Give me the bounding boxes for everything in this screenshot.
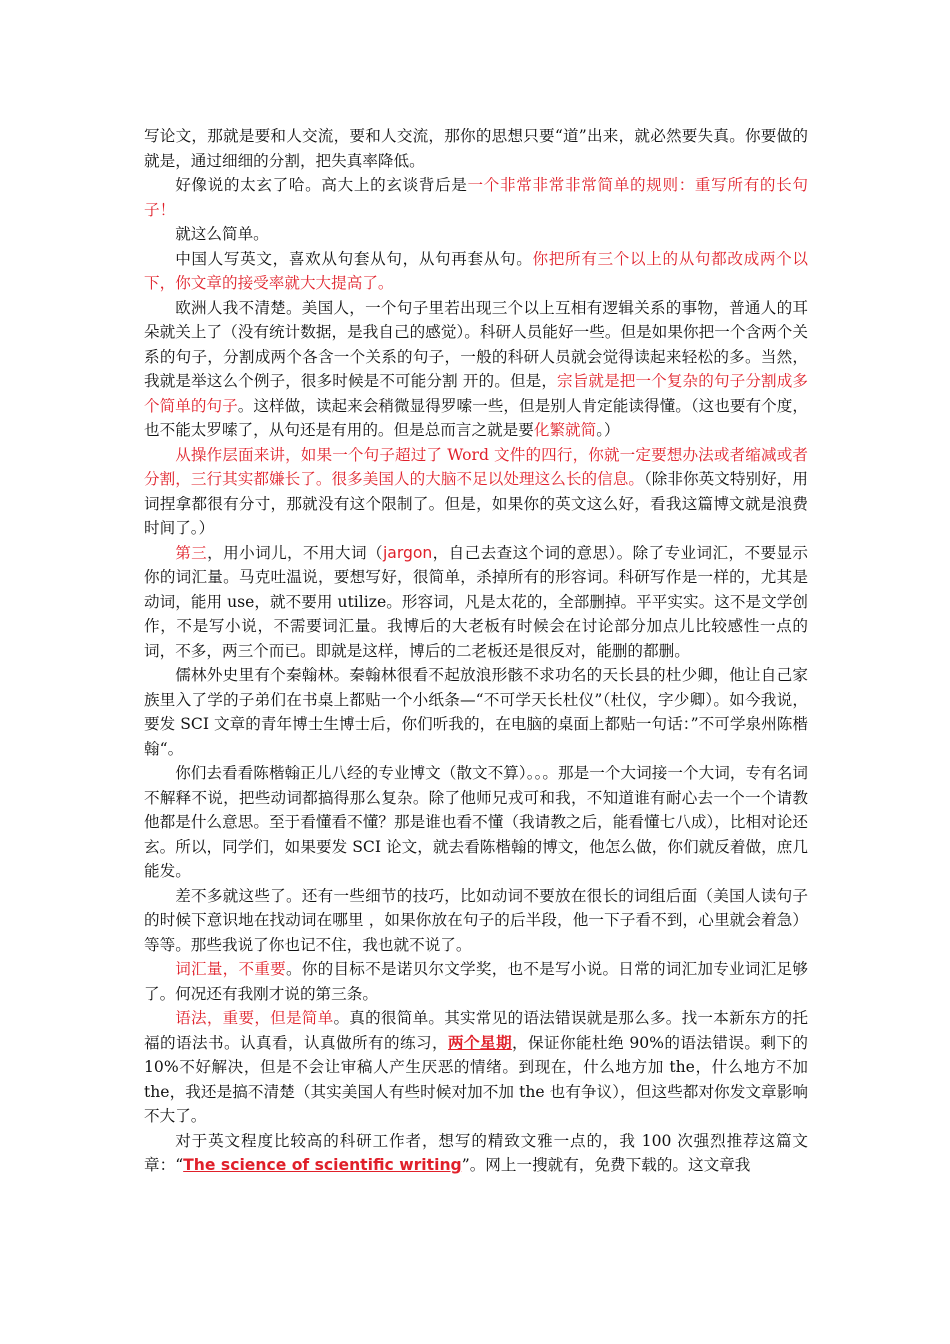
- highlight-text: 宗旨就是把一个复杂的句子分割成多个简单的句子: [144, 372, 808, 415]
- paragraph-text: 写论文，那就是要和人交流，要和人交流，那你的思想只要“道”出来，就必然要失真。你要做的就是，通过细细的分割，把失真率降低。: [144, 127, 808, 170]
- paragraph-text: 。这样做，读起来会稍微显得罗嗦一些，但是别人肯定能读得懂。（这也要有个度，也不能太罗嗦了，从句还是有用的。但是总而言之就是要: [144, 396, 808, 439]
- highlight-term: jargon: [382, 543, 433, 562]
- paragraph-8: [144, 663, 808, 761]
- highlight-text: 第三: [175, 543, 208, 562]
- paragraph-text: 。你的目标不是诺贝尔文学奖，也不是写小说。日常的词汇加专业词汇足够了。何况还有我刚才说的第三条。: [144, 960, 808, 1003]
- paragraph-text: ，用小词儿，不用大词（: [207, 543, 383, 562]
- article-body: [144, 124, 808, 1178]
- paragraph-text: 儒林外史里有个秦翰林。秦翰林很看不起放浪形骸不求功名的天长县的杜少卿，他让自己家族里入了学的子弟们在书桌上都贴一个小纸条—“不可学天长杜仪”（杜仪，字少卿）。如今我说，要发 SCI 文章的青年博士生博士后，你们听我的，在电脑的桌面上都贴一句话：”不可学泉州陈楷翰“。: [144, 666, 808, 758]
- paragraph-text: ”。网上一搜就有，免费下载的。这文章我: [461, 1156, 751, 1174]
- paragraph-text: 中国人写英文，喜欢从句套从句，从句再套从句。: [175, 249, 533, 268]
- highlight-text: 语法，重要，但是简单: [175, 1009, 334, 1027]
- paragraph-3: [144, 222, 808, 247]
- highlight-text: 从操作层面来讲，如果一个句子超过了 Word 文件的四行，你就一定要想办法或者缩减或者分割，三行其实都嫌长了。很多美国人的大脑不足以处理这么长的信息。: [144, 445, 808, 488]
- emphasis-text: 两个星期: [447, 1032, 512, 1052]
- highlight-text: 一个非常非常非常简单的规则：重写所有的长句子！: [144, 176, 808, 219]
- paragraph-13: [144, 1129, 808, 1178]
- paragraph-text: 。）: [596, 421, 620, 439]
- paragraph-text: 你们去看看陈楷翰正儿八经的专业博文（散文不算）。。。那是一个大词接一个大词，专有名词不解释不说，把些动词都搞得那么复杂。除了他师兄戎可和我，不知道谁有耐心去一个一个请教他都是什么意思。至于看懂看不懂？那是谁也看不懂（我请教之后，能看懂七八成），比相对论还玄。所以，同学们，如果要发 SCI 论文，就去看陈楷翰的博文，他怎么做，你们就反着做，庶几能发。: [144, 764, 808, 880]
- paragraph-2: [144, 173, 808, 222]
- paragraph-text: 对于英文程度比较高的科研工作者，想写的精致文雅一点的，我 100 次强烈推荐这篇文章：“: [144, 1131, 808, 1174]
- paragraph-text: 差不多就这些了。还有一些细节的技巧，比如动词不要放在很长的词组后面（美国人读句子的时候下意识地在找动词在哪里 ，如果你放在句子的后半段，他一下子看不到，心里就会着急）等等。那些我说了你也记不住，我也就不说了。: [144, 886, 808, 954]
- highlight-text: 你把所有三个以上的从句都改成两个以下，你文章的接受率就大大提高了。: [144, 249, 808, 292]
- paragraph-1: [144, 124, 808, 173]
- paragraph-text: （除非你英文特别好，用词捏拿都很有分寸，那就没有这个限制了。但是，如果你的英文这么好，看我这篇博文就是浪费时间了。）: [144, 470, 808, 537]
- paragraph-12: [144, 1006, 808, 1129]
- highlight-text: 词汇量，不重要: [175, 960, 286, 978]
- paragraph-text: ，保证你能杜绝 90%的语法错误。剩下的 10%不好解决，但是不会让审稿人产生厌恶的情绪。到现在，什么地方加 the，什么地方不加 the，我还是搞不清楚（其实美国人有些时候对加不加 the 也有争议），但这些都对你发文章影响不大了。: [144, 1033, 808, 1125]
- paragraph-10: [144, 884, 808, 958]
- paragraph-6: [144, 443, 808, 541]
- paragraph-text: ，自己去查这个词的意思）。除了专业词汇，不要显示你的词汇量。马克吐温说，要想写好，很简单，杀掉所有的形容词。科研写作是一样的，尤其是动词，能用 use，就不要用 utilize。形容词，凡是太花的，全部删掉。平平实实。这不是文学创作，不是写小说，不需要词汇量。我博后的大老板有时候会在讨论部分加点儿比较感性一点的词，不多，两三个而已。即就是这样，博后的二老板还是很反对，能删的都删。: [144, 543, 808, 660]
- paragraph-text: 。真的很简单。其实常见的语法错误就是那么多。找一本新东方的托福的语法书。认真看，认真做所有的练习，: [144, 1009, 808, 1052]
- paragraph-text: 好像说的太玄了哈。高大上的玄谈背后是: [175, 176, 468, 194]
- paragraph-7: [144, 541, 808, 664]
- article-title-link[interactable]: The science of scientific writing: [183, 1156, 462, 1174]
- highlight-text: 化繁就简: [533, 421, 597, 439]
- paragraph-text: 欧洲人我不清楚。美国人，一个句子里若出现三个以上互相有逻辑关系的事物，普通人的耳朵就关上了（没有统计数据，是我自己的感觉）。科研人员能好一些。但是如果你把一个含两个关系的句子，分割成两个各含一个关系的句子，一般的科研人员就会觉得读起来轻松的多。当然，我就是举这么个例子，很多时候是不可能分割 开的。但是，: [144, 298, 808, 390]
- paragraph-text: 就这么简单。: [175, 225, 269, 243]
- paragraph-9: [144, 761, 808, 884]
- paragraph-11: [144, 957, 808, 1006]
- paragraph-4: [144, 247, 808, 296]
- paragraph-5: [144, 296, 808, 443]
